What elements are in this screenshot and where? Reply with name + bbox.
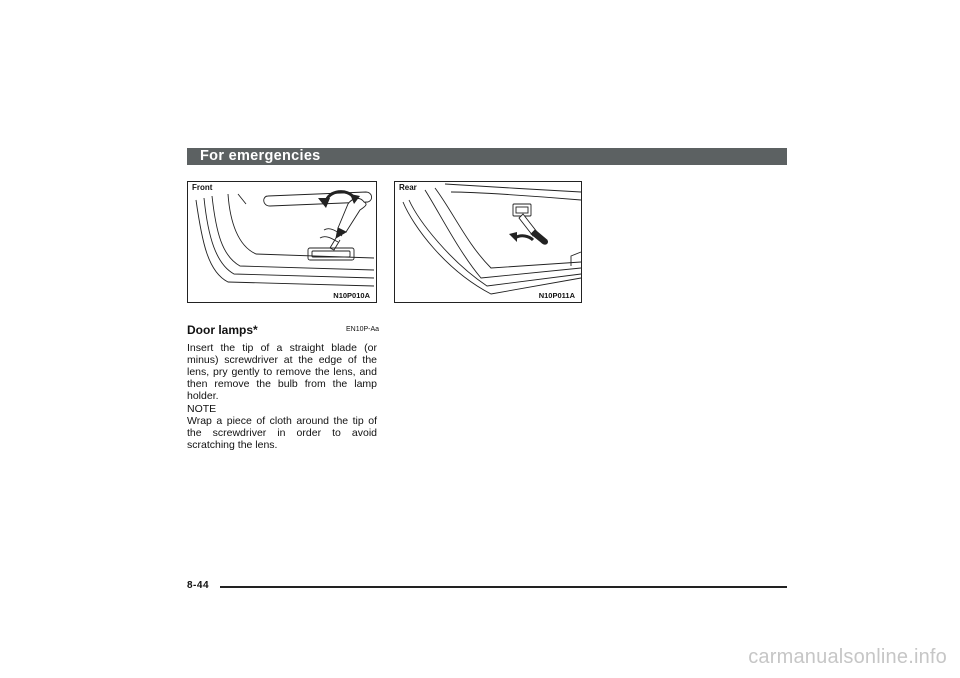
figure-code: N10P011A — [538, 291, 575, 300]
note-heading: NOTE — [187, 403, 217, 415]
figure-label: Rear — [399, 183, 417, 192]
figure-code: N10P010A — [333, 291, 370, 300]
front-door-illustration — [188, 182, 378, 304]
instruction-paragraph: Insert the tip of a straight blade (or minus) screwdriver at the edge of the lens, pry gently to remove the lens, and then remove the bulb from the lamp holder. — [187, 342, 377, 402]
section-title: Door lamps* — [187, 323, 258, 337]
section-code: EN10P-Aa — [346, 326, 380, 333]
note-paragraph: Wrap a piece of cloth around the tip of the screwdriver in order to avoid scratching the lens. — [187, 415, 377, 451]
figure-rear-door-lamp — [394, 181, 582, 303]
page-number: 8-44 — [187, 580, 210, 591]
rear-door-illustration — [395, 182, 583, 304]
section-header-bar — [187, 148, 787, 165]
watermark: carmanualsonline.info — [748, 646, 947, 668]
figure-front-door-lamp — [187, 181, 377, 303]
figure-label: Front — [192, 183, 213, 192]
footer-divider — [220, 586, 787, 588]
section-header-title: For emergencies — [200, 148, 321, 164]
